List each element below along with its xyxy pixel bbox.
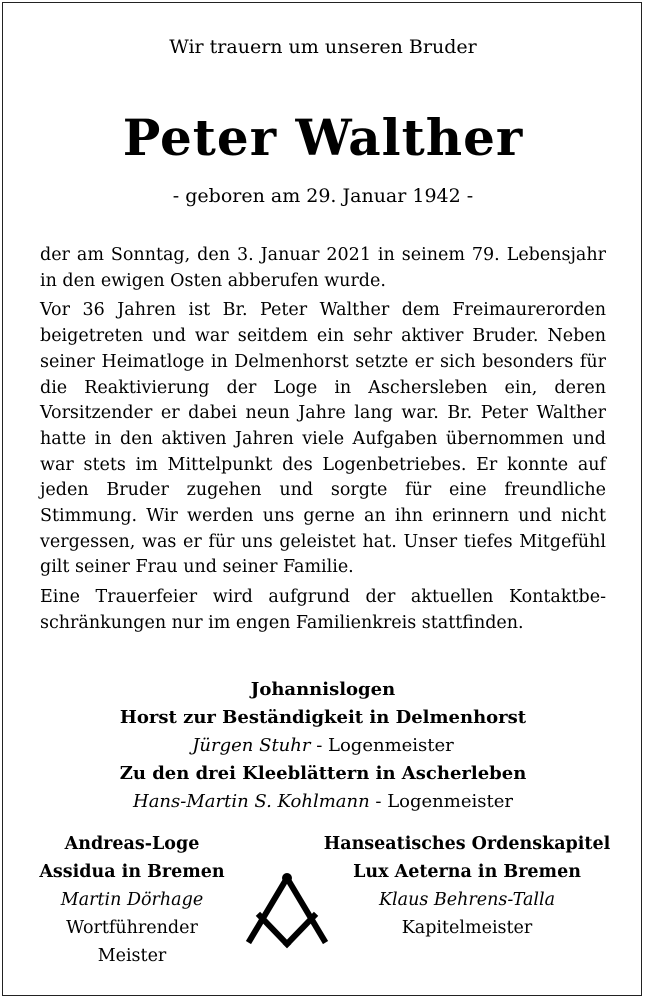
deceased-name: Peter Walther <box>122 108 524 167</box>
lodge-2-person: Hans-Martin S. Kohlmann <box>133 791 370 812</box>
andreas-loge-title: Andreas-Loge <box>64 834 200 854</box>
ordenskapitel-role: Kapitelmeister <box>401 918 533 938</box>
andreas-loge-role-2: Meister <box>97 946 167 966</box>
birth-date: - geboren am 29. Januar 1942 - <box>172 185 474 207</box>
andreas-loge-person: Martin Dörhage <box>60 890 204 910</box>
lodge-2-role: - Logenmeister <box>369 791 513 812</box>
andreas-loge-role-1: Wortführender <box>66 918 198 938</box>
paragraph-1: der am Sonntag, den 3. Januar 2021 in seinem 79. Lebensjahr in den ewigen Osten abberufen wurde. <box>40 245 606 291</box>
lodges-heading: Johannislogen <box>250 679 396 700</box>
andreas-loge-city: Assidua in Bremen <box>39 862 225 882</box>
lodge-1-role: - Logenmeister <box>310 735 454 756</box>
paragraph-3: Eine Trauerfeier wird aufgrund der aktuellen Kontaktbeschränkungen nur im engen Familienkreis stattfinden. <box>40 587 606 633</box>
johannislogen-block <box>0 676 646 816</box>
paragraph-2: Vor 36 Jahren ist Br. Peter Walther dem Freimaurerorden beigetreten und war seitdem ein sehr aktiver Bruder. Neben seiner Heimatloge in Delmenhorst setzte er sich besonders für die Reaktivierung der Loge in Aschersleben ein, deren Vorsitzender er dabei neun Jahre lang war. Br. Peter Walther hatte in den aktiven Jahren viele Aufgaben übernommen und war stets im Mittelpunkt des Logenbetriebes. Er konnte auf jeden Bruder zugehen und sorgte für eine freundliche Stimmung. Wir werden uns gerne an ihn erinnern und nicht vergessen, was er für uns geleistet hat. Unser tiefes Mitgefühl gilt seiner Frau und seiner Familie. <box>40 300 606 578</box>
lodge-1-name: Horst zur Beständigkeit in Delmenhorst <box>119 707 527 728</box>
lodge-1-signature <box>0 732 646 760</box>
lodge-1-person: Jürgen Stuhr <box>192 735 311 756</box>
andreas-loge-block <box>22 830 242 970</box>
intro-line: Wir trauern um unseren Bruder <box>169 36 477 58</box>
lodge-2-signature <box>0 788 646 816</box>
ordenskapitel-city: Lux Aeterna in Bremen <box>353 862 581 882</box>
lodge-2-name: Zu den drei Kleeblättern in Ascherleben <box>119 763 527 784</box>
ordenskapitel-person: Klaus Behrens-Talla <box>378 890 556 910</box>
ordenskapitel-block <box>312 830 622 942</box>
obituary-text <box>40 243 606 641</box>
ordenskapitel-title: Hanseatisches Ordenskapitel <box>323 834 611 854</box>
